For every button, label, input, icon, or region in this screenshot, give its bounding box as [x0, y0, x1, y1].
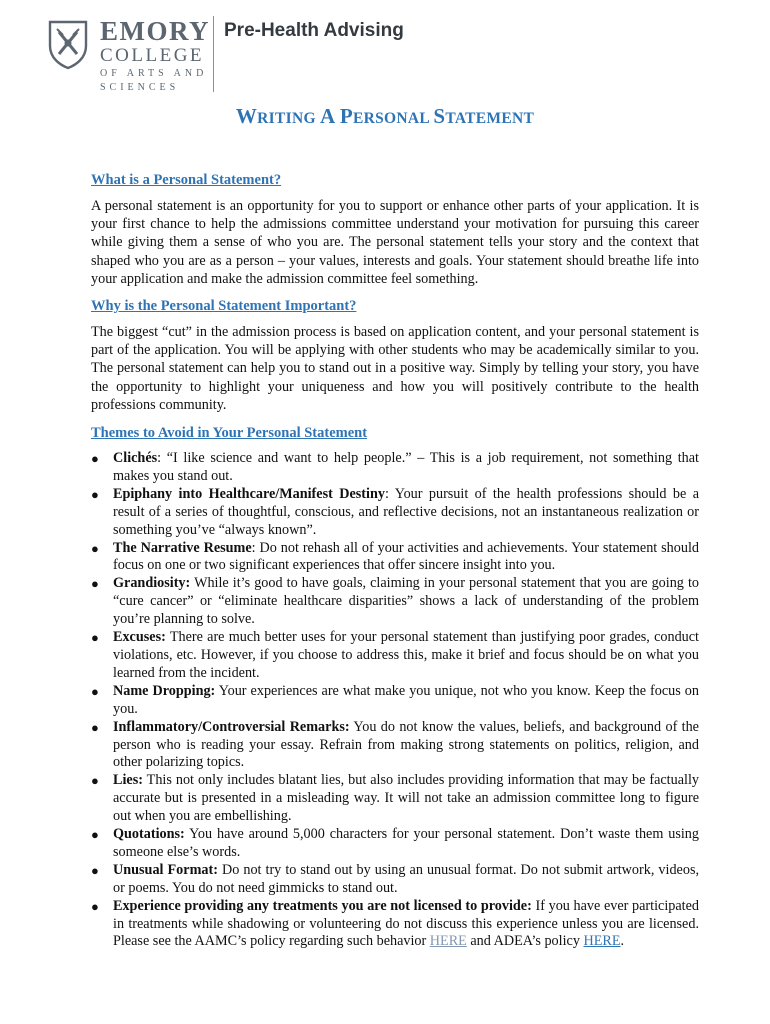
theme-term: Grandiosity:: [113, 575, 191, 592]
section-body-what-is: A personal statement is an opportunity for you to support or enhance other parts of your application. It is your first chance to help the admissions committee understand your motivation for pursuing this career while giving them a sense of who you are. The personal statement tells your story and the context that shaped who you are as a person – your values, interests and goals. Your statement should breathe life into your application and make the admission committee feel something.: [91, 198, 699, 287]
bullet-icon: ●: [91, 719, 99, 735]
theme-text: Your experiences are what make you unique, not who you know. Keep the focus on you.: [113, 682, 699, 717]
list-item: ● Clichés: “I like science and want to help people.” – This is a job requirement, not something that makes you stand out.: [91, 450, 700, 484]
bullet-icon: ●: [91, 576, 99, 592]
logo-line-arts: OF ARTS AND: [100, 68, 208, 79]
emory-wordmark: [100, 18, 210, 95]
list-item: [91, 826, 699, 862]
title-part: P: [339, 104, 353, 128]
title-part: W: [235, 104, 258, 128]
list-item: [91, 862, 699, 898]
theme-term: Inflammatory/Controversial Remarks:: [113, 718, 350, 735]
themes-list: [91, 450, 699, 951]
bullet-icon: ●: [91, 773, 99, 789]
title-part: A: [319, 104, 340, 128]
theme-term: Unusual Format:: [113, 861, 218, 878]
theme-term: Quotations:: [113, 826, 185, 843]
bullet-icon: ●: [91, 898, 99, 914]
adea-policy-link[interactable]: HERE: [583, 933, 621, 950]
list-item: [91, 719, 699, 773]
title-part: S: [433, 104, 446, 128]
title-part: TATEMENT: [445, 110, 535, 127]
logo-line-emory: EMORY: [100, 16, 211, 46]
letterhead: [48, 14, 748, 94]
theme-text: Do not try to stand out by using an unusual format. Do not submit artwork, videos, or poems. You do not need gimmicks to stand out.: [113, 861, 700, 896]
theme-term: Excuses:: [113, 629, 166, 646]
theme-text: You do not know the values, beliefs, and background of the person who is reading your essay. Refrain from making strong statements on politics, religion, and other polarizing topics.: [113, 718, 699, 771]
section-heading-themes: Themes to Avoid in Your Personal Statement: [91, 425, 368, 441]
title-part: RITING: [257, 110, 320, 127]
theme-text: Do not rehash all of your activities and achievements. Your statement should focus on one or two significant experiences that offer sincere insight into you.: [113, 539, 700, 574]
page-title: [0, 104, 770, 129]
theme-text: There are much better uses for your personal statement than justifying poor grades, conduct violations, etc. However, if you choose to address this, make it brief and focus should be on what you learned from the incident.: [113, 629, 699, 681]
theme-text: While it’s good to have goals, claiming in your personal statement that you are going to “cure cancer” or “eliminate healthcare disparities” shows a lack of understanding of the problem you’re planning to solve.: [113, 575, 699, 628]
bullet-icon: ●: [91, 862, 99, 878]
theme-term: Name Dropping:: [113, 682, 216, 699]
theme-text-end: .: [620, 933, 625, 950]
theme-text-mid: and ADEA’s policy: [470, 933, 580, 950]
list-item: [91, 629, 699, 683]
bullet-icon: ●: [91, 827, 99, 843]
logo-line-college: COLLEGE: [100, 45, 205, 66]
list-item: [91, 898, 699, 952]
bullet-icon: ●: [91, 451, 99, 466]
emory-shield-logo-icon: [48, 20, 88, 70]
theme-term: Clichés: [113, 450, 158, 466]
title-part: ERSONAL: [352, 110, 434, 127]
section-body-why-important: The biggest “cut” in the admission process is based on application content, and your personal statement is part of the application. You will be applying with other students who may be academically similar to you. The personal statement can help you to stand out in a positive way. Simply by telling your story, you have the opportunity to highlight your uniqueness and how you will positively contribute to the health professions community.: [91, 324, 699, 413]
theme-term: The Narrative Resume: [113, 539, 252, 556]
list-item: ● The Narrative Resume: Do not rehash all of your activities and achievements. Your statement should focus on one or two significant experiences that offer sincere insight into you.: [91, 539, 700, 574]
theme-text: You have around 5,000 characters for your personal statement. Don’t waste them using someone else’s words.: [113, 826, 699, 860]
theme-term: Epiphany into Healthcare/Manifest Destiny: [113, 485, 385, 502]
theme-text: Your pursuit of the health professions should be a result of a series of thoughtful, conscious, and reflective decisions, not an instantaneous realization or something you’ve “always known”.: [113, 485, 699, 538]
theme-term: Lies:: [113, 772, 143, 789]
section-heading-what-is: What is a Personal Statement?: [91, 172, 282, 188]
bullet-icon: ●: [91, 486, 99, 502]
department-name: Pre-Health Advising: [224, 20, 404, 41]
theme-text: “I like science and want to help people.” – This is a job requirement, not something that makes you stand out.: [113, 450, 700, 484]
list-item: [91, 683, 699, 719]
list-item: ● Epiphany into Healthcare/Manifest Destiny: Your pursuit of the health professions should be a result of a series of thoughtful, conscious, and reflective decisions, not an instantaneous realization or something you’ve “always known”.: [91, 485, 699, 538]
theme-text: This not only includes blatant lies, but also includes providing information that may be factually accurate but is presented in a misleading way. It will not take an admission committee long to figure out when you are embellishing.: [113, 772, 699, 825]
section-heading-why-important: Why is the Personal Statement Important?: [91, 298, 357, 314]
header-divider: [213, 16, 214, 92]
bullet-icon: ●: [91, 630, 99, 646]
bullet-icon: ●: [91, 540, 99, 556]
theme-term: Experience providing any treatments you are not licensed to provide:: [113, 897, 532, 914]
theme-text: If you have ever participated in treatments while shadowing or volunteering do not discuss this experience unless you are licensed. Please see the AAMC’s policy regarding such behavior: [113, 897, 700, 950]
logo-line-sciences: SCIENCES: [100, 82, 180, 93]
list-item: [91, 772, 699, 826]
list-item: [91, 575, 699, 629]
bullet-icon: ●: [91, 683, 99, 699]
aamc-policy-link[interactable]: HERE: [429, 933, 467, 950]
